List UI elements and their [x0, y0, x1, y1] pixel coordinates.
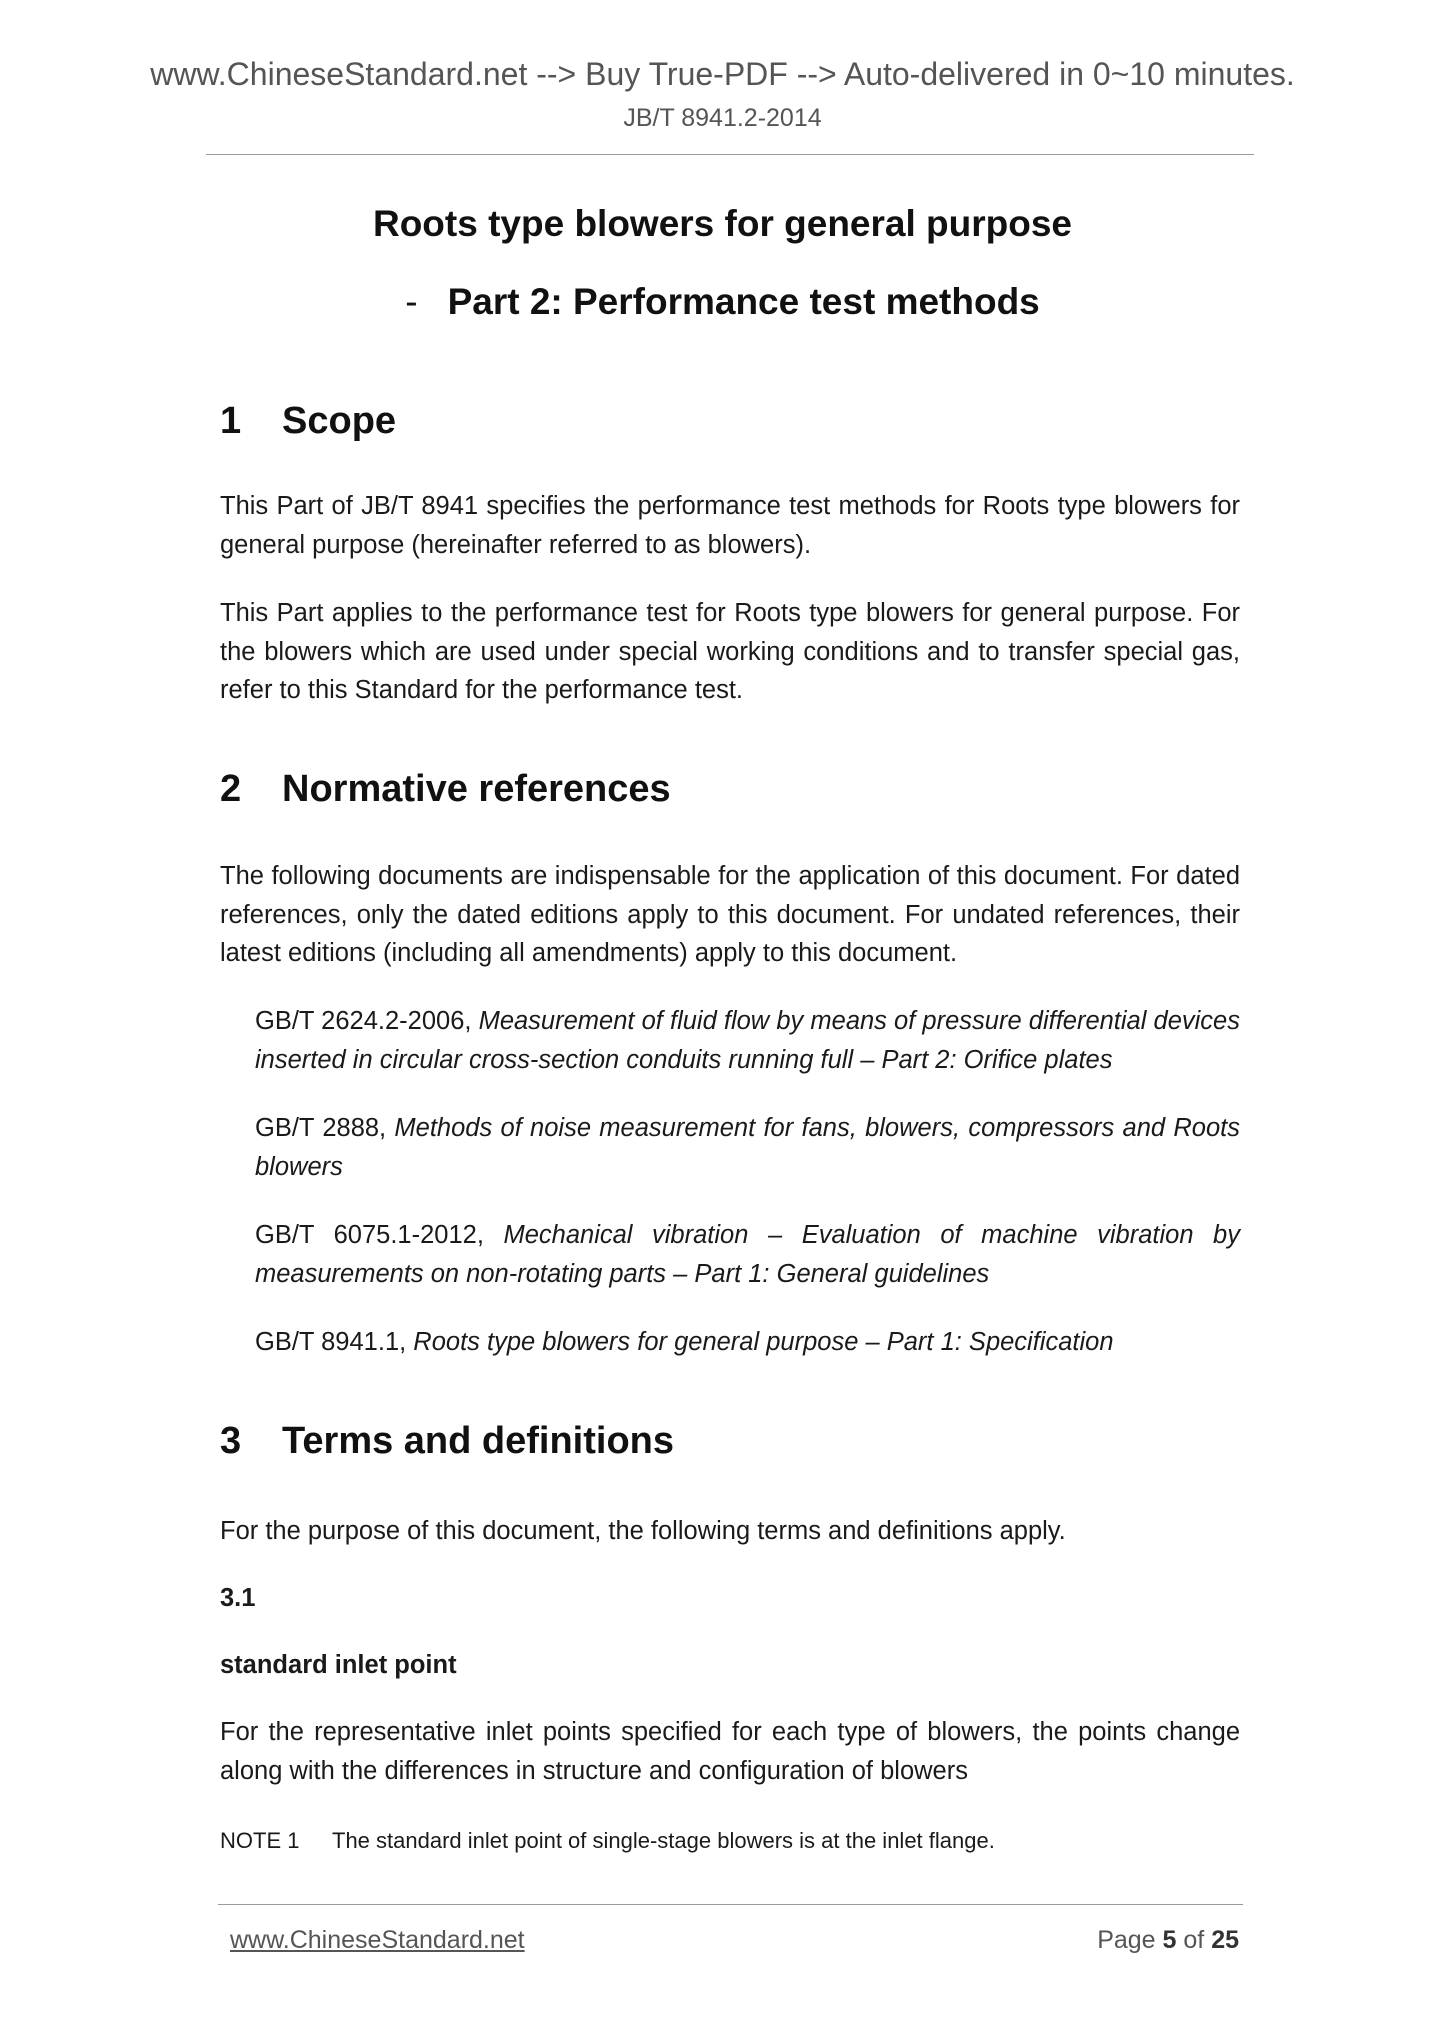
doc-subtitle: Part 2: Performance test methods	[447, 281, 1040, 322]
title-dash: -	[405, 281, 418, 322]
doc-number: JB/T 8941.2-2014	[623, 104, 822, 132]
reference-code: GB/T 2888,	[255, 1114, 395, 1142]
section-number: 2	[220, 768, 242, 810]
doc-title-line1: Roots type blowers for general purpose	[372, 203, 1072, 244]
section-3-heading	[220, 1420, 674, 1463]
page-label: Page	[1097, 1926, 1163, 1954]
note	[220, 1828, 995, 1854]
term-definition: For the representative inlet points specified for each type of blowers, the points change along with the differences in structure and configuration of blowers	[220, 1718, 1240, 1785]
term-number: 3.1	[220, 1584, 256, 1612]
page-current: 5	[1162, 1926, 1177, 1954]
terms-intro: For the purpose of this document, the following terms and definitions apply.	[220, 1517, 1066, 1545]
doc-title-line2	[0, 281, 1445, 323]
footer-divider	[218, 1904, 1243, 1905]
note-text: The standard inlet point of single-stage blowers is at the inlet flange.	[332, 1828, 995, 1853]
reference-item	[255, 1109, 1240, 1186]
reference-item	[255, 1216, 1240, 1293]
page-indicator	[1097, 1926, 1239, 1955]
section-2-heading	[220, 768, 671, 811]
term-name: standard inlet point	[220, 1651, 457, 1679]
section-1-heading	[220, 400, 396, 443]
reference-code: GB/T 6075.1-2012,	[255, 1221, 504, 1249]
reference-item	[255, 1323, 1240, 1362]
scope-paragraph-1: This Part of JB/T 8941 specifies the performance test methods for Roots type blowers for general purpose (hereinafter referred to as blowers).	[220, 492, 1240, 559]
reference-title: Methods of noise measurement for fans, blowers, compressors and Roots blowers	[255, 1114, 1240, 1181]
header-banner: www.ChineseStandard.net --> Buy True-PDF --> Auto-delivered in 0~10 minutes.	[150, 56, 1295, 92]
reference-code: GB/T 2624.2-2006,	[255, 1007, 479, 1035]
reference-item	[255, 1002, 1240, 1079]
section-title: Terms and definitions	[282, 1420, 675, 1462]
section-number: 1	[220, 400, 242, 442]
reference-title: Roots type blowers for general purpose – Part 1: Specification	[413, 1328, 1114, 1356]
note-label: NOTE 1	[220, 1828, 300, 1853]
reference-title: Mechanical vibration – Evaluation of machine vibration by measurements on non-rotating parts – Part 1: General guidelines	[255, 1221, 1240, 1288]
page-total: 25	[1211, 1926, 1239, 1954]
section-title: Scope	[282, 400, 397, 442]
section-number: 3	[220, 1420, 242, 1462]
page-of: of	[1176, 1926, 1212, 1954]
footer-website-link[interactable]: www.ChineseStandard.net	[230, 1926, 525, 1954]
reference-code: GB/T 8941.1,	[255, 1328, 414, 1356]
header-divider	[206, 154, 1254, 155]
reference-title: Measurement of fluid flow by means of pressure differential devices inserted in circular cross-section conduits running full – Part 2: Orifice plates	[255, 1007, 1240, 1074]
section-title: Normative references	[282, 768, 671, 810]
normative-intro: The following documents are indispensable for the application of this document. For dated references, only the dated editions apply to this document. For undated references, their latest editions (including all amendments) apply to this document.	[220, 862, 1240, 967]
scope-paragraph-2: This Part applies to the performance test for Roots type blowers for general purpose. For the blowers which are used under special working conditions and to transfer special gas, refer to this Standard for the performance test.	[220, 599, 1240, 704]
